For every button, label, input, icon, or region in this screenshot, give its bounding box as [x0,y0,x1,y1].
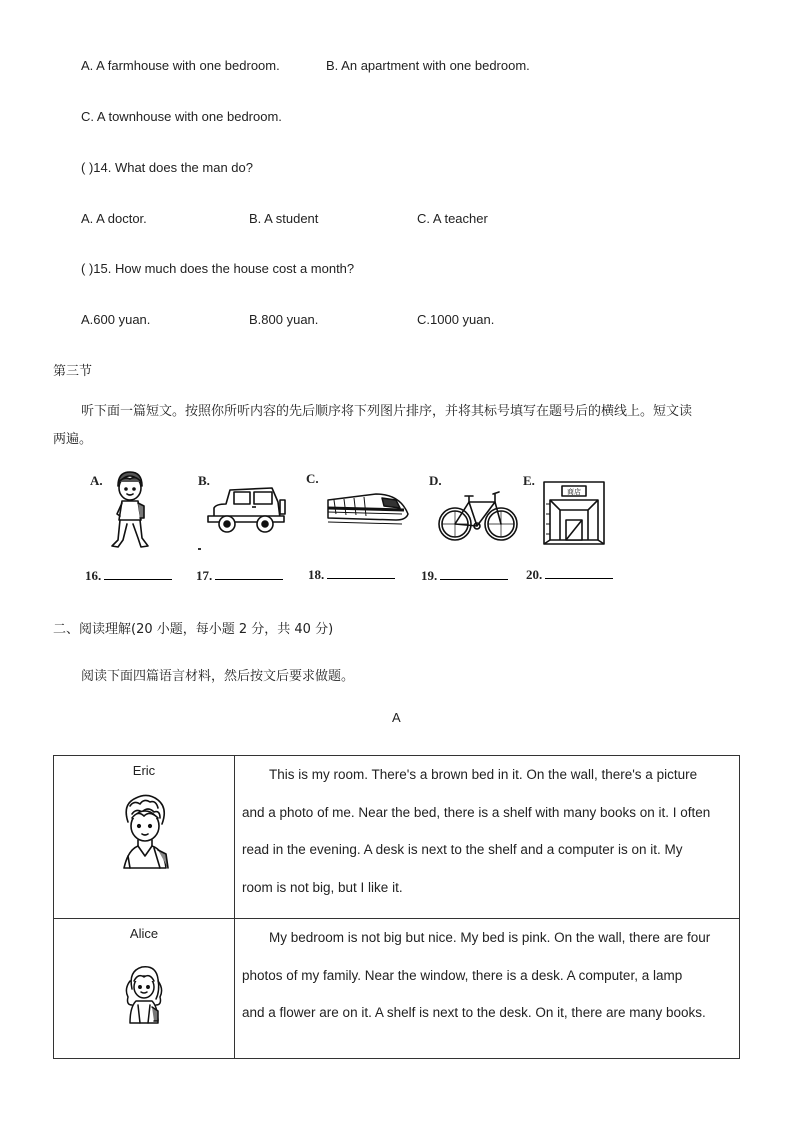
table-row [54,919,740,1059]
passage-line: room is not big, but I like it. [242,879,403,895]
name-cell [54,919,235,1059]
table-row [54,756,740,919]
blank-number: 18. [308,567,325,582]
q14-question: ( )14. What does the man do? [81,160,253,175]
picture-label-e: E. [523,473,535,488]
blank-number: 20. [526,567,543,582]
picture-label-b: B. [198,473,210,488]
person-name: Alice [129,926,159,941]
answer-line [215,567,283,580]
passage-label: A [392,710,401,725]
train-icon [326,488,410,528]
alice-portrait-icon [122,961,166,1027]
reading-table [53,755,740,1059]
blank-number: 17. [196,568,213,583]
answer-line [104,567,172,580]
section3-instruction-line1: 听下面一篇短文。按照你所听内容的先后顺序将下列图片排序，并将其标号填写在题号后的横线上。短文读 [81,404,693,419]
passage-line: and a photo of me. Near the bed, there is a shelf with many books on it. I often [242,804,711,820]
shop-sign-text: 商店 [567,488,581,496]
part2-instruction: 阅读下面四篇语言材料，然后按文后要求做题。 [81,669,355,684]
eric-portrait-icon [114,792,174,872]
q13-option-b: B. An apartment with one bedroom. [326,58,530,73]
bicycle-icon [437,486,519,544]
building-icon [542,480,606,546]
blank-number: 16. [85,568,102,583]
q15-option-b: B.800 yuan. [249,312,319,327]
blank-16[interactable] [85,567,172,584]
blank-17[interactable] [196,567,283,584]
passage-line: photos of my family. Near the window, there is a desk. A computer, a lamp [242,967,683,983]
picture-label-c: C. [306,471,319,486]
answer-line [440,567,508,580]
boy-icon [108,470,152,552]
description-cell [235,756,740,919]
picture-label-d: D. [429,473,442,488]
q15-question: ( )15. How much does the house cost a month? [81,261,355,276]
blank-20[interactable] [526,566,613,583]
section3-heading: 第三节 [53,364,93,379]
blank-19[interactable] [421,567,508,584]
description-cell [235,919,740,1059]
picture-label-a: A. [90,473,103,488]
car-icon [206,482,286,540]
blank-number: 19. [421,568,438,583]
q13-option-a: A. A farmhouse with one bedroom. [81,58,280,73]
q15-option-c: C.1000 yuan. [417,312,495,327]
blank-18[interactable] [308,566,395,583]
section3-instruction-line2: 两遍。 [53,432,93,447]
q14-option-a: A. A doctor. [81,211,147,226]
q14-option-c: C. A teacher [417,211,488,226]
person-name: Eric [132,763,156,778]
passage-line: and a flower are on it. A shelf is next to the desk. On it, there are many books. [242,1005,706,1020]
answer-line [327,566,395,579]
part2-heading: 二、阅读理解(20 小题，每小题 2 分，共 40 分) [53,622,334,637]
passage-line: This is my room. There's a brown bed in it. On the wall, there's a picture [269,767,698,782]
passage-line: read in the evening. A desk is next to the shelf and a computer is on it. My [242,842,683,857]
name-cell [54,756,235,919]
q14-option-b: B. A student [249,211,319,226]
q13-option-c: C. A townhouse with one bedroom. [81,109,282,124]
q15-option-a: A.600 yuan. [81,312,151,327]
answer-line [545,566,613,579]
passage-line: My bedroom is not big but nice. My bed is pink. On the wall, there are four [269,930,711,945]
